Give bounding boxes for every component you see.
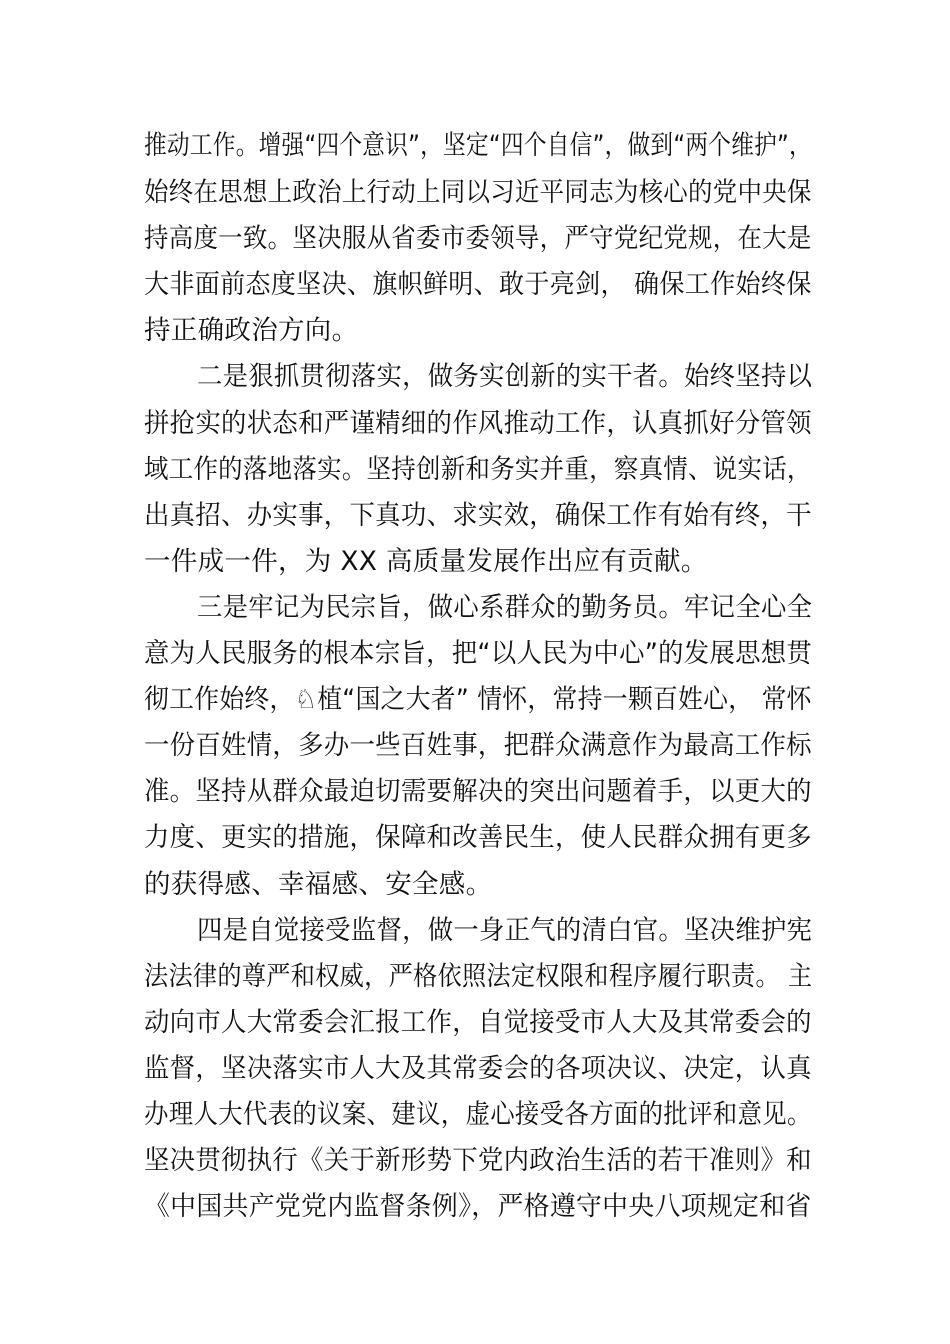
text-line: 一件成一件，为 XX 高质量发展作出应有贡献。	[144, 546, 708, 577]
paragraph-start-line: 四是自觉接受监督，做一身正气的清白官。坚决维护宪	[197, 915, 813, 946]
paragraph-start-line: 二是狠抓贯彻落实，做务实创新的实干者。始终坚持以	[197, 361, 813, 392]
text-line: 大非面前态度坚决、旗帜鲜明、敢于亮剑， 确保工作始终保	[144, 269, 812, 300]
text-line: 的获得感、幸福感、安全感。	[144, 869, 493, 900]
text-line: 办理人大代表的议案、建议，虚心接受各方面的批评和意见。	[144, 1099, 812, 1130]
text-line: 拼抢实的状态和严谨精细的作风推动工作，认真抓好分管领	[144, 408, 812, 439]
text-line: 持正确政治方向。	[144, 315, 359, 346]
text-line: 《中国共产党党内监督条例》，严格遵守中央八项规定和省	[144, 1191, 812, 1222]
text-line: 坚决贯彻执行《关于新形势下党内政治生活的若干准则》和	[144, 1145, 812, 1176]
text-line: 域工作的落地落实。坚持创新和务实并重，察真情、说实话，	[144, 454, 812, 485]
text-line: 一份百姓情，多办一些百姓事，把群众满意作为最高工作标	[144, 730, 812, 761]
text-line: 始终在思想上政治上行动上同以习近平同志为核心的党中央保	[144, 177, 812, 208]
text-line: 出真招、办实事，下真功、求实效，确保工作有始有终，干	[144, 500, 812, 531]
text-line: 法法律的尊严和权威，严格依照法定权限和程序履行职责。 主	[144, 961, 813, 992]
text-line: 力度、更实的措施，保障和改善民生，使人民群众拥有更多	[144, 822, 812, 853]
text-line: 准。坚持从群众最迫切需要解决的突出问题着手，以更大的	[144, 776, 812, 807]
text-line: 监督，坚决落实市人大及其常委会的各项决议、决定，认真	[144, 1053, 812, 1084]
paragraph-start-line: 三是牢记为民宗旨，做心系群众的勤务员。牢记全心全	[197, 592, 813, 623]
text-line: 持高度一致。坚决服从省委市委领导，严守党纪党规，在大是	[144, 223, 812, 254]
text-line: 动向市人大常委会汇报工作，自觉接受市人大及其常委会的	[144, 1007, 812, 1038]
text-line: 意为人民服务的根本宗旨，把“以人民为中心”的发展思想贯	[144, 638, 813, 669]
text-line: 彻工作始终，♘植“国之大者” 情怀，常持一颗百姓心， 常怀	[144, 684, 812, 715]
text-line: 推动工作。增强“四个意识”，坚定“四个自信”，做到“两个维护”，	[144, 130, 812, 161]
